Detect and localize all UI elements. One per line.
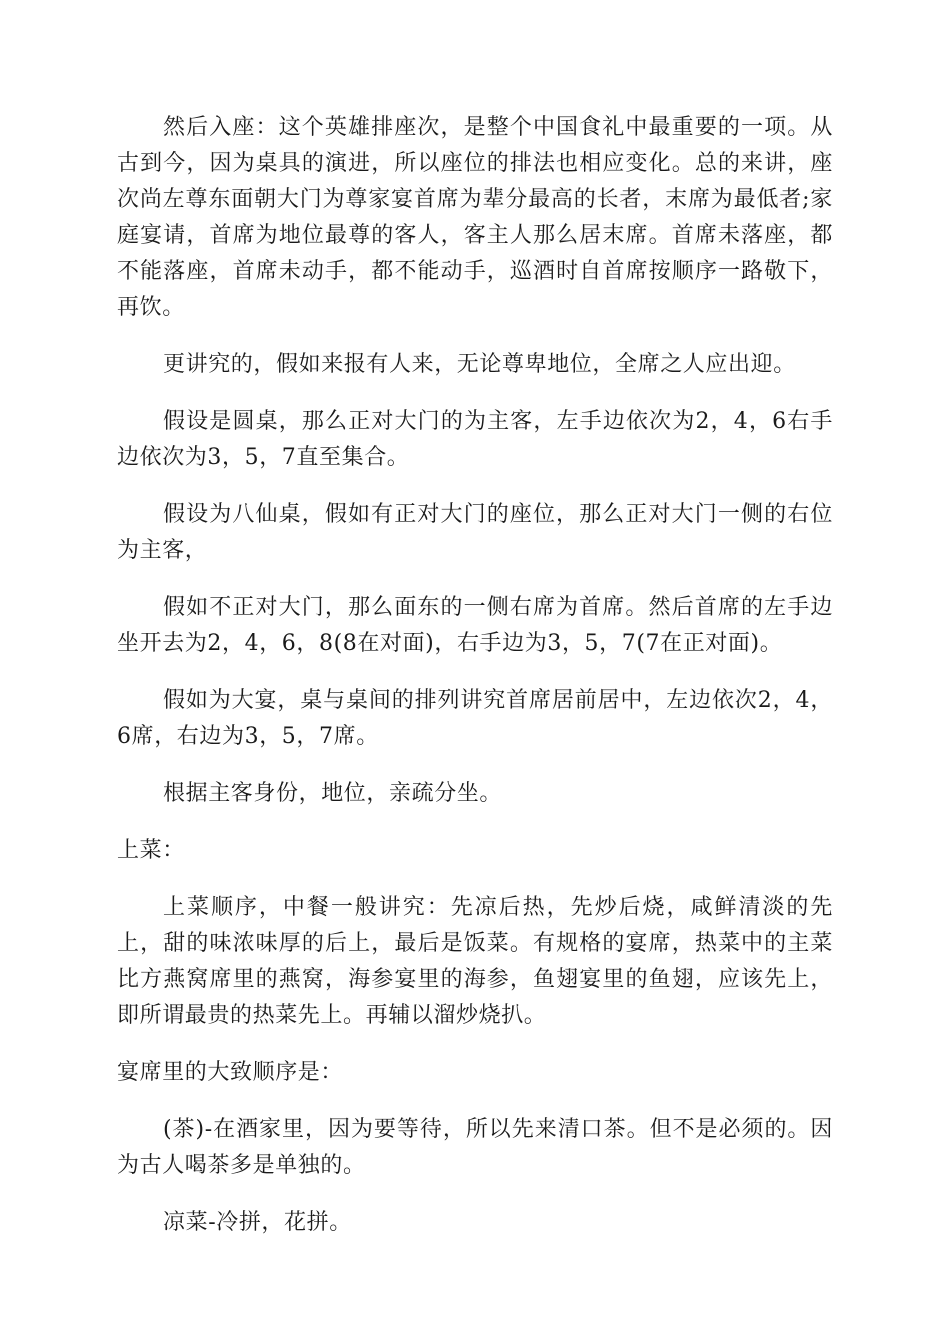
paragraph-round-table: 假设是圆桌，那么正对大门的为主客，左手边依次为2，4，6右手边依次为3，5，7直至集合。: [117, 409, 833, 470]
section-heading-serving: 上菜：: [117, 838, 185, 863]
paragraph-serving-order: 上菜顺序，中餐一般讲究：先凉后热，先炒后烧，咸鲜清淡的先上，甜的味浓味厚的后上，最后是饭菜。有规格的宴席，热菜中的主菜比方燕窝席里的燕窝，海参宴里的海参，鱼翅宴里的鱼翅，应该先上，即所谓最贵的热菜先上。再辅以溜炒烧扒。: [117, 895, 833, 1028]
paragraph-seating-order: 然后入座：这个英雄排座次，是整个中国食礼中最重要的一项。从古到今，因为桌具的演进，所以座位的排法也相应变化。总的来讲，座次尚左尊东面朝大门为尊家宴首席为辈分最高的长者，末席为最低者;家庭宴请，首席为地位最尊的客人，客主人那么居末席。首席未落座，都不能落座，首席未动手，都不能动手，巡酒时自首席按顺序一路敬下，再饮。: [117, 115, 833, 320]
paragraph-not-facing-door: 假如不正对大门，那么面东的一侧右席为首席。然后首席的左手边坐开去为2，4，6，8(8在对面)，右手边为3，5，7(7在正对面)。: [117, 595, 833, 656]
section-heading-banquet-order: 宴席里的大致顺序是：: [117, 1060, 344, 1085]
paragraph-cold-dishes: 凉菜-冷拼，花拼。: [163, 1210, 352, 1235]
paragraph-seat-by-status: 根据主客身份，地位，亲疏分坐。: [163, 781, 503, 806]
document-body: [117, 110, 833, 1262]
paragraph-eight-immortals-table: 假设为八仙桌，假如有正对大门的座位，那么正对大门一侧的右位为主客，: [117, 502, 833, 563]
paragraph-grand-banquet: 假如为大宴，桌与桌间的排列讲究首席居前居中，左边依次2，4，6席，右边为3，5，7席。: [117, 688, 833, 749]
paragraph-welcome-guests: 更讲究的，假如来报有人来，无论尊卑地位，全席之人应出迎。: [163, 352, 796, 377]
paragraph-tea: (茶)-在酒家里，因为要等待，所以先来清口茶。但不是必须的。因为古人喝茶多是单独的。: [117, 1117, 833, 1178]
